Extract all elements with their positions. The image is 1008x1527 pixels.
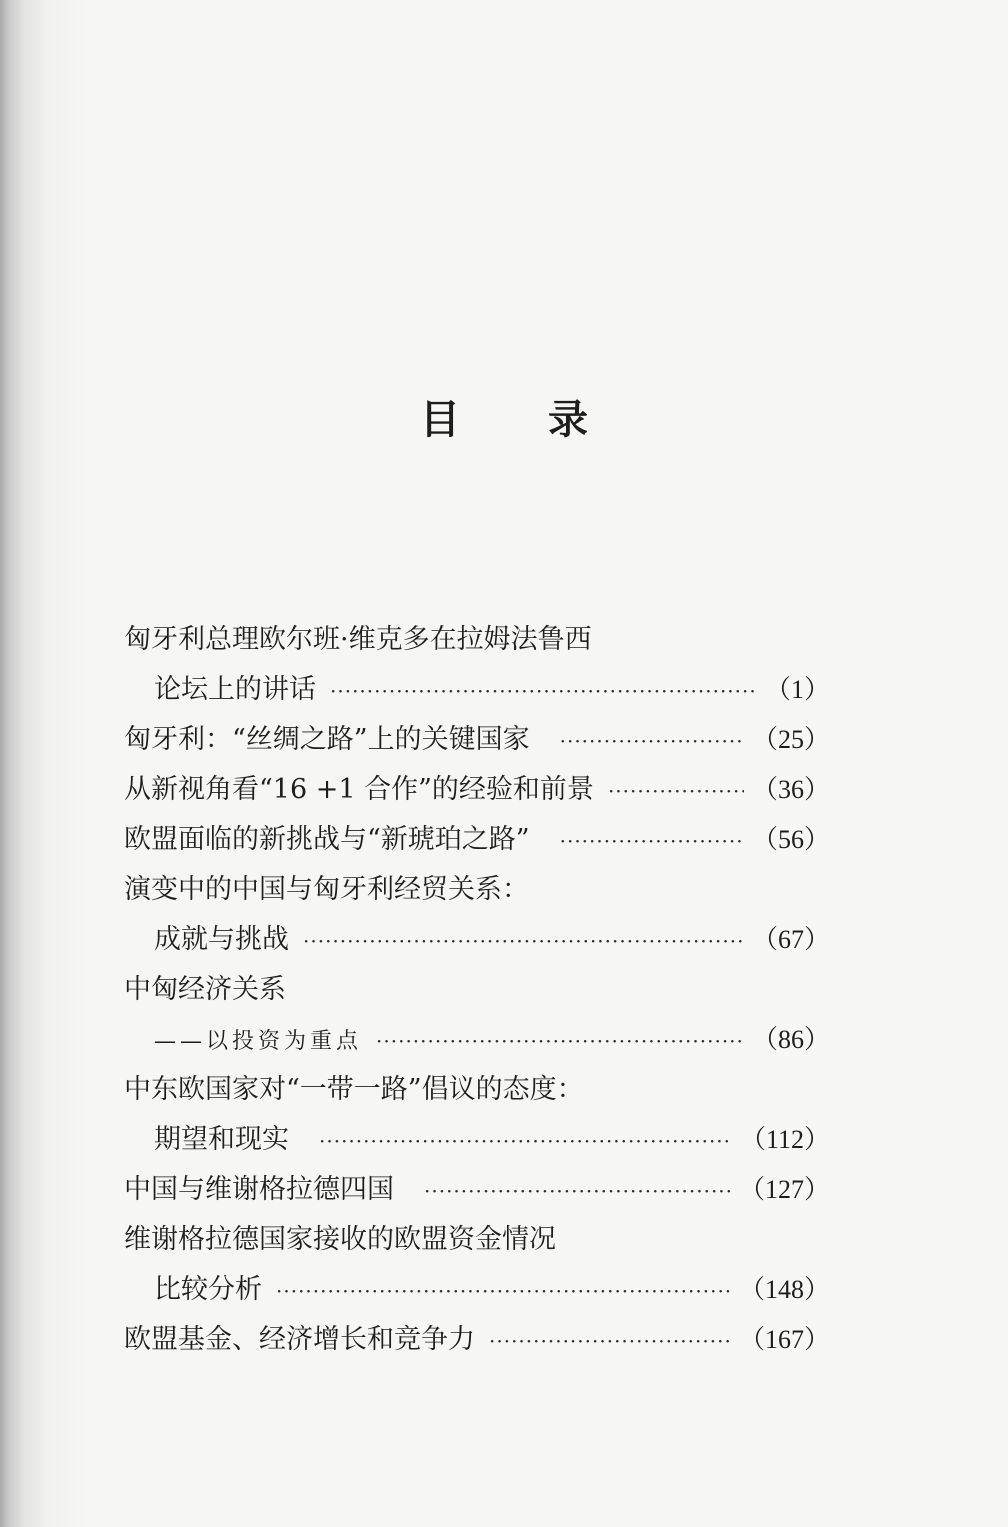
toc-entry-3[interactable] [124, 772, 830, 808]
toc-entry-9-line2[interactable] [154, 1272, 830, 1308]
dot-leader [560, 823, 744, 859]
toc-entry-title: 欧盟面临的新挑战与“新琥珀之路” [124, 824, 530, 855]
toc-entry-title: 中匈经济关系 [124, 974, 286, 1005]
dot-leader [608, 773, 744, 809]
toc-entry-7-line1 [124, 1072, 584, 1108]
toc-entry-title: 演变中的中国与匈牙利经贸关系： [124, 874, 529, 905]
title-char-2: 录 [548, 397, 588, 443]
toc-page-number: （67） [751, 925, 830, 954]
toc-entry-2[interactable] [124, 722, 830, 758]
toc-entry-1-line1 [124, 622, 592, 658]
toc-entry-title: 中东欧国家对“一带一路”倡议的态度： [124, 1074, 584, 1105]
toc-entry-8[interactable] [124, 1172, 830, 1208]
toc-entry-title: 从新视角看“16 +1 合作”的经验和前景 [124, 774, 594, 805]
toc-entry-title: 比较分析 [154, 1274, 262, 1305]
toc-page-number: （1） [764, 675, 830, 704]
toc-entry-title: 维谢格拉德国家接收的欧盟资金情况 [124, 1224, 556, 1255]
toc-entry-4[interactable] [124, 822, 830, 858]
toc-entry-5-line1 [124, 872, 529, 908]
toc-entry-1-line2[interactable] [154, 672, 830, 708]
dot-leader [560, 723, 744, 759]
dot-leader [303, 923, 744, 959]
toc-entry-title: 期望和现实 [154, 1124, 289, 1155]
dot-leader [424, 1173, 731, 1209]
toc-entry-title: 成就与挑战 [154, 924, 289, 955]
dot-leader [319, 1123, 732, 1159]
toc-page-number: （86） [751, 1025, 830, 1054]
toc-entry-title: 匈牙利：“丝绸之路”上的关键国家 [124, 724, 530, 755]
title-char-1: 目 [420, 397, 460, 443]
toc-entry-title: 欧盟基金、经济增长和竞争力 [124, 1324, 475, 1355]
toc-entry-title: 匈牙利总理欧尔班·维克多在拉姆法鲁西 [124, 624, 592, 655]
toc-page-number: （127） [738, 1175, 830, 1204]
dot-leader [376, 1023, 744, 1059]
dot-leader [489, 1323, 731, 1359]
toc-entry-title: 论坛上的讲话 [154, 674, 316, 705]
toc-entry-6-line1 [124, 972, 286, 1008]
toc-page-number: （25） [751, 725, 830, 754]
toc-entry-5-line2[interactable] [154, 922, 830, 958]
toc-entry-title: 中国与维谢格拉德四国 [124, 1174, 394, 1205]
toc-entry-7-line2[interactable] [154, 1122, 830, 1158]
toc-page-number: （167） [738, 1325, 830, 1354]
toc-page-number: （36） [751, 775, 830, 804]
toc-entry-6-line2[interactable] [154, 1022, 830, 1058]
dot-leader [330, 673, 757, 709]
toc-page-number: （56） [751, 825, 830, 854]
toc-entry-subtitle: ——以投资为重点 [154, 1029, 363, 1054]
dot-leader [276, 1273, 731, 1309]
toc-page-number: （112） [739, 1125, 830, 1154]
toc-page-number: （148） [738, 1275, 830, 1304]
toc-entry-10[interactable] [124, 1322, 830, 1358]
toc-entry-9-line1 [124, 1222, 556, 1258]
